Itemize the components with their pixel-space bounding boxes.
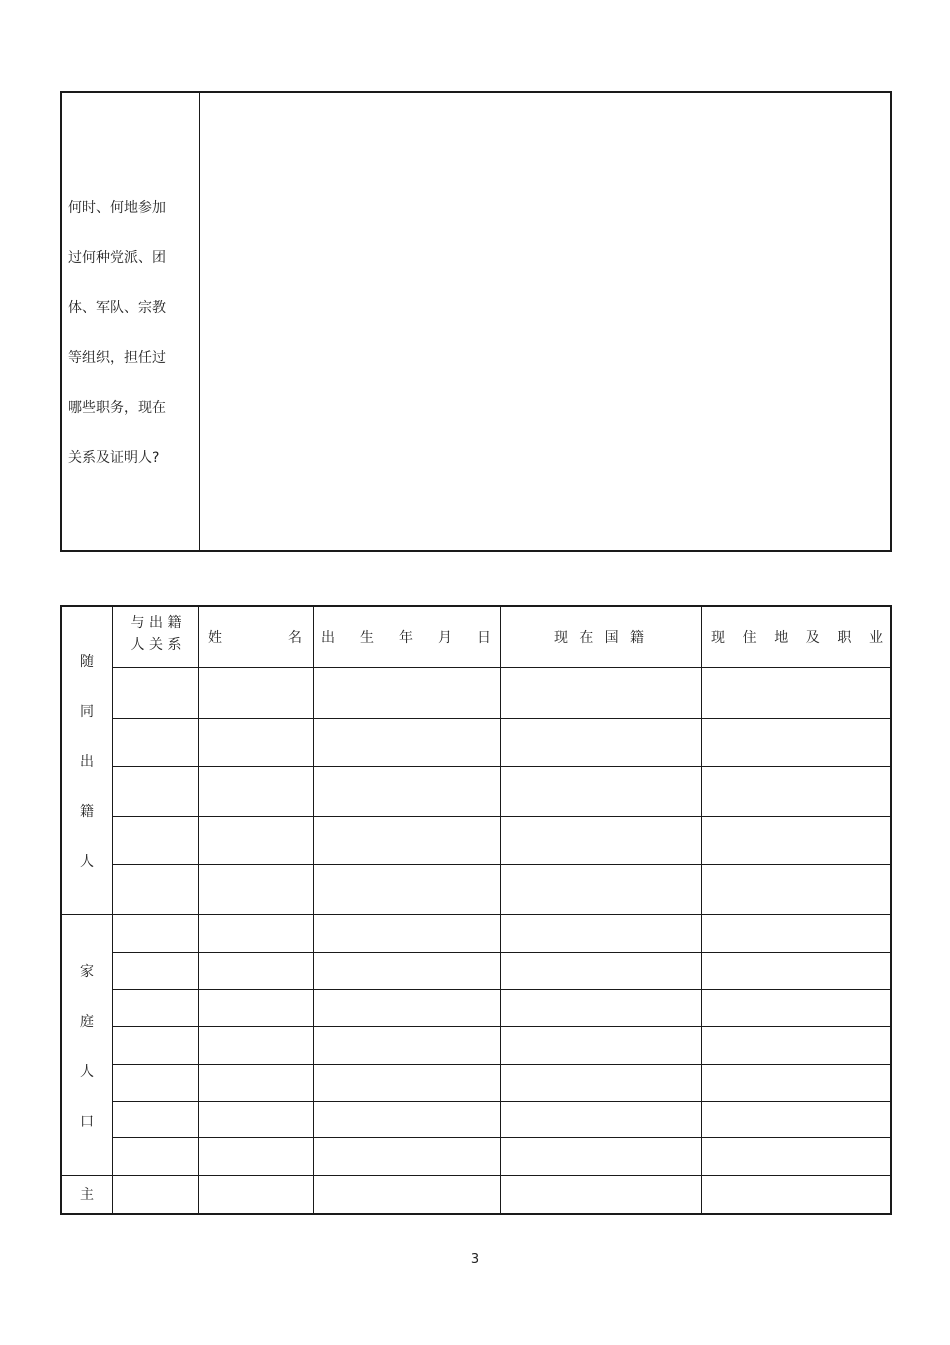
row-divider — [112, 989, 890, 990]
row-divider — [112, 766, 890, 767]
header-char: 住 — [742, 630, 757, 646]
col-divider — [198, 607, 199, 1213]
header-char: 名 — [288, 630, 302, 646]
header-char: 现 — [711, 630, 725, 646]
group-char: 家 — [80, 964, 94, 980]
group-divider — [62, 914, 890, 915]
row-divider — [112, 1101, 890, 1102]
section-divider — [199, 93, 200, 550]
header-relation-line1: 与 出 籍 — [130, 615, 182, 631]
group-label-accompanying — [62, 637, 112, 887]
header-char: 籍 — [629, 630, 644, 646]
family-members-table — [60, 605, 892, 1215]
party-affiliation-section — [60, 91, 892, 552]
header-char: 业 — [868, 630, 883, 646]
header-relation — [120, 612, 192, 656]
header-char: 年 — [399, 630, 413, 646]
group-label-main: 主 — [80, 1187, 94, 1203]
label-line: 关系及证明人? — [68, 450, 160, 466]
label-line: 哪些职务，现在 — [68, 400, 166, 416]
group-char: 籍 — [80, 804, 94, 820]
group-char: 人 — [80, 1064, 94, 1080]
label-line: 何时、何地参加 — [68, 200, 166, 216]
header-birth-date — [321, 627, 491, 647]
row-divider — [112, 1064, 890, 1065]
label-line: 体、军队、宗教 — [68, 300, 166, 316]
header-relation-line2: 人 关 系 — [130, 637, 182, 653]
label-line: 过何种党派、团 — [68, 250, 166, 266]
row-divider — [112, 816, 890, 817]
header-char: 月 — [438, 630, 452, 646]
row-divider — [112, 1026, 890, 1027]
header-char: 姓 — [208, 630, 222, 646]
row-divider — [112, 864, 890, 865]
page-number: 3 — [470, 1252, 480, 1267]
group-char: 出 — [80, 754, 94, 770]
header-char: 日 — [477, 630, 491, 646]
header-char: 生 — [360, 630, 374, 646]
group-char: 人 — [80, 854, 94, 870]
affiliation-answer-area[interactable] — [201, 93, 890, 550]
group-char: 口 — [80, 1114, 94, 1130]
header-char: 及 — [805, 630, 820, 646]
row-divider — [112, 1137, 890, 1138]
header-char: 地 — [774, 630, 789, 646]
label-line: 等组织，担任过 — [68, 350, 166, 366]
col-divider — [500, 607, 501, 1213]
header-char: 现 — [554, 630, 568, 646]
header-char: 国 — [604, 630, 619, 646]
row-divider — [112, 718, 890, 719]
group-char: 同 — [80, 704, 94, 720]
header-name — [208, 627, 302, 647]
group-label-family — [62, 947, 112, 1147]
header-divider — [112, 667, 890, 668]
header-char: 出 — [321, 630, 335, 646]
row-divider — [112, 952, 890, 953]
header-nationality — [554, 627, 644, 647]
col-divider — [313, 607, 314, 1213]
affiliation-question-label — [68, 183, 198, 483]
col-divider — [701, 607, 702, 1213]
group-char: 庭 — [80, 1014, 94, 1030]
col-divider — [112, 607, 113, 1213]
header-char: 在 — [579, 630, 594, 646]
header-char: 职 — [837, 630, 852, 646]
group-divider — [62, 1175, 890, 1176]
header-residence-occupation — [711, 627, 883, 647]
group-char: 随 — [80, 654, 94, 670]
